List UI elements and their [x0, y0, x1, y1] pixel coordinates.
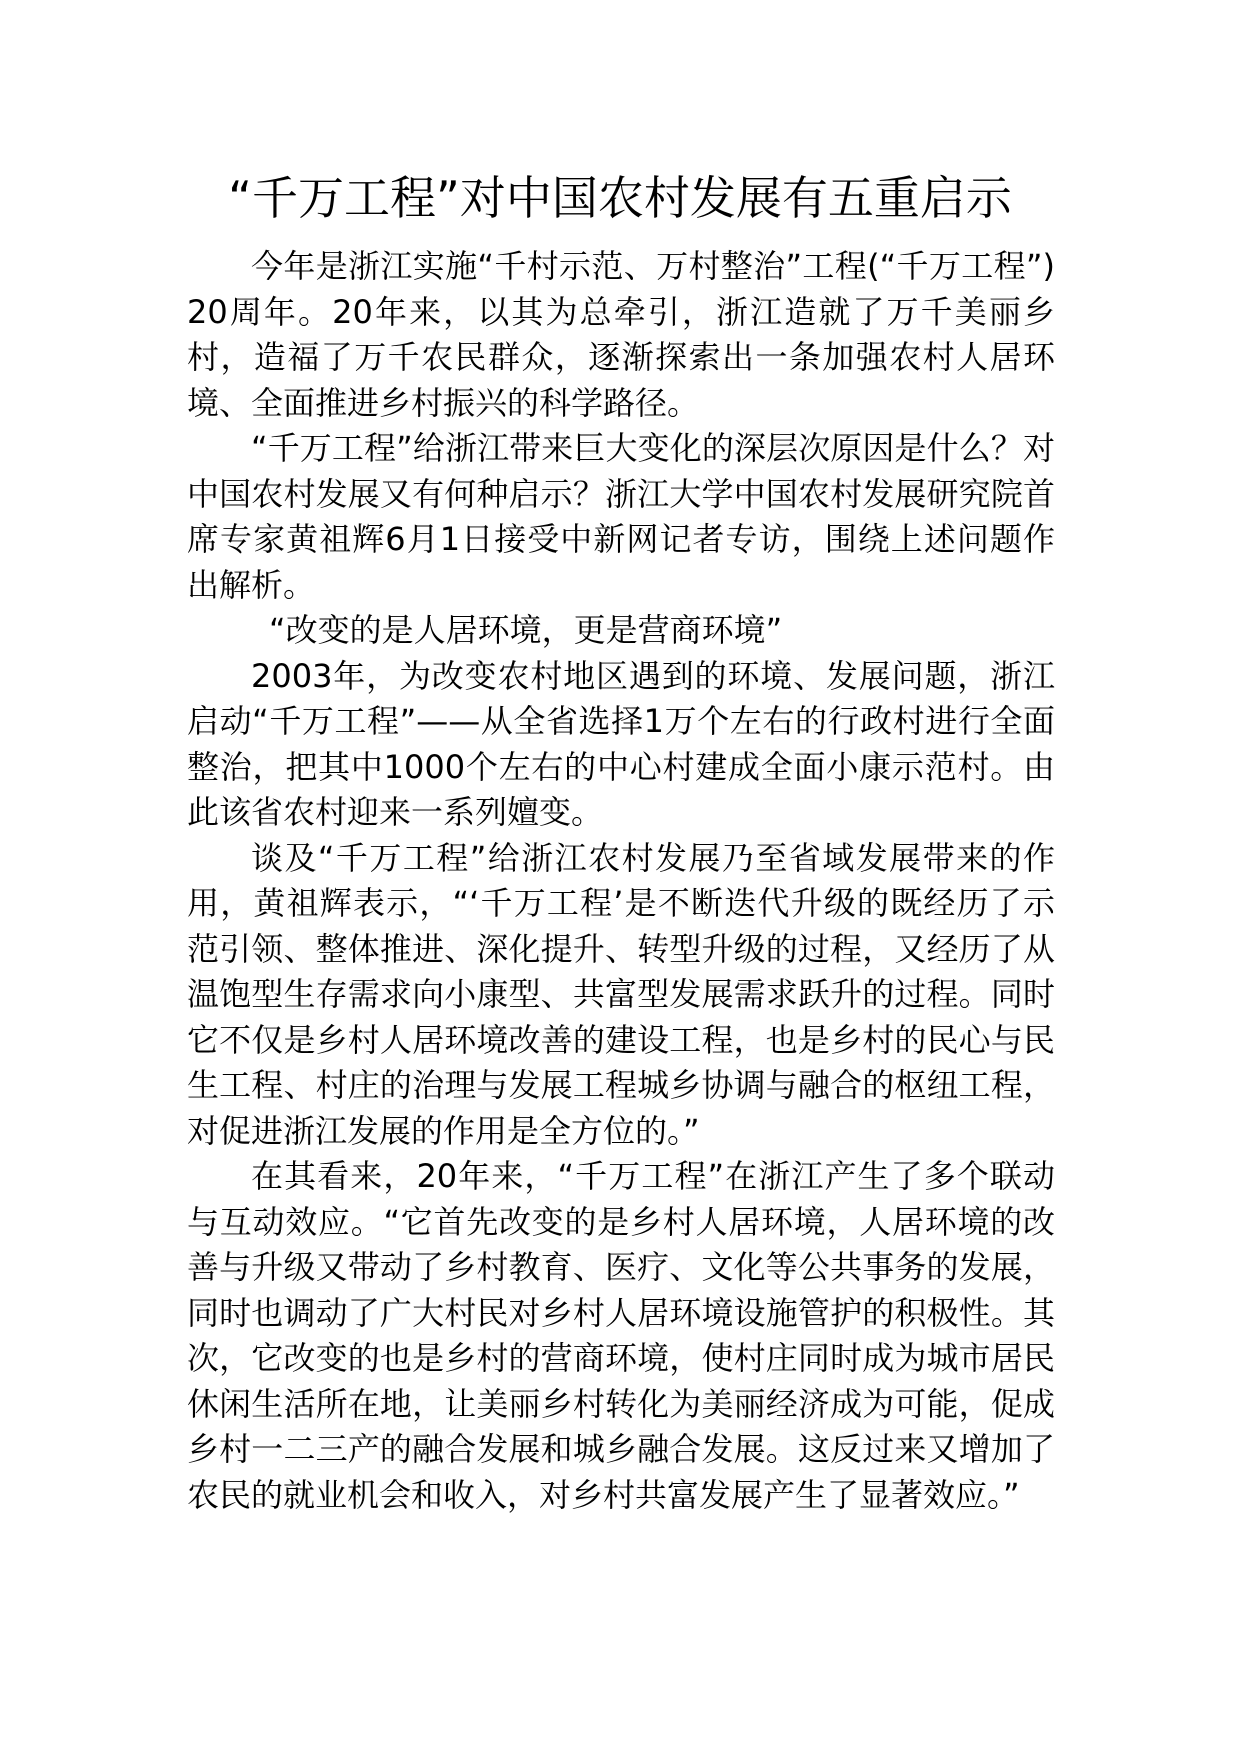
- article-title: “千万工程”对中国农村发展有五重启示: [228, 171, 1012, 225]
- paragraph-role: 谈及“千万工程”给浙江农村发展乃至省域发展带来的作用，黄祖辉表示，“‘千万工程’是不断迭代升级的既经历了示范引领、整体推进、深化提升、转型升级的过程，又经历了从温饱型生存需求向小康型、共富型发展需求跃升的过程。同时它不仅是乡村人居环境改善的建设工程，也是乡村的民心与民生工程、村庄的治理与发展工程城乡协调与融合的枢纽工程，对促进浙江发展的作用是全方位的。”: [187, 838, 1055, 1150]
- article-body: [187, 244, 1055, 1518]
- paragraph-history: 2003年，为改变农村地区遇到的环境、发展问题，浙江启动“千万工程”——从全省选择1万个左右的行政村进行全面整治，把其中1000个左右的中心村建成全面小康示范村。由此该省农村迎来一系列嬗变。: [187, 656, 1055, 831]
- paragraph-intro: 今年是浙江实施“千村示范、万村整治”工程(“千万工程”)20周年。20年来，以其为总牵引，浙江造就了万千美丽乡村，造福了万千农民群众，逐渐探索出一条加强农村人居环境、全面推进乡村振兴的科学路径。: [187, 247, 1055, 422]
- paragraph-questions: “千万工程”给浙江带来巨大变化的深层次原因是什么？对中国农村发展又有何种启示？浙江大学中国农村发展研究院首席专家黄祖辉6月1日接受中新网记者专访，围绕上述问题作出解析。: [187, 429, 1055, 604]
- paragraph-effects: 在其看来，20年来，“千万工程”在浙江产生了多个联动与互动效应。“它首先改变的是乡村人居环境，人居环境的改善与升级又带动了乡村教育、医疗、文化等公共事务的发展，同时也调动了广大村民对乡村人居环境设施管护的积极性。其次，它改变的也是乡村的营商环境，使村庄同时成为城市居民休闲生活所在地，让美丽乡村转化为美丽经济成为可能，促成乡村一二三产的融合发展和城乡融合发展。这反过来又增加了农民的就业机会和收入，对乡村共富发展产生了显著效应。”: [187, 1157, 1055, 1514]
- section-subheading: “改变的是人居环境，更是营商环境”: [269, 611, 783, 649]
